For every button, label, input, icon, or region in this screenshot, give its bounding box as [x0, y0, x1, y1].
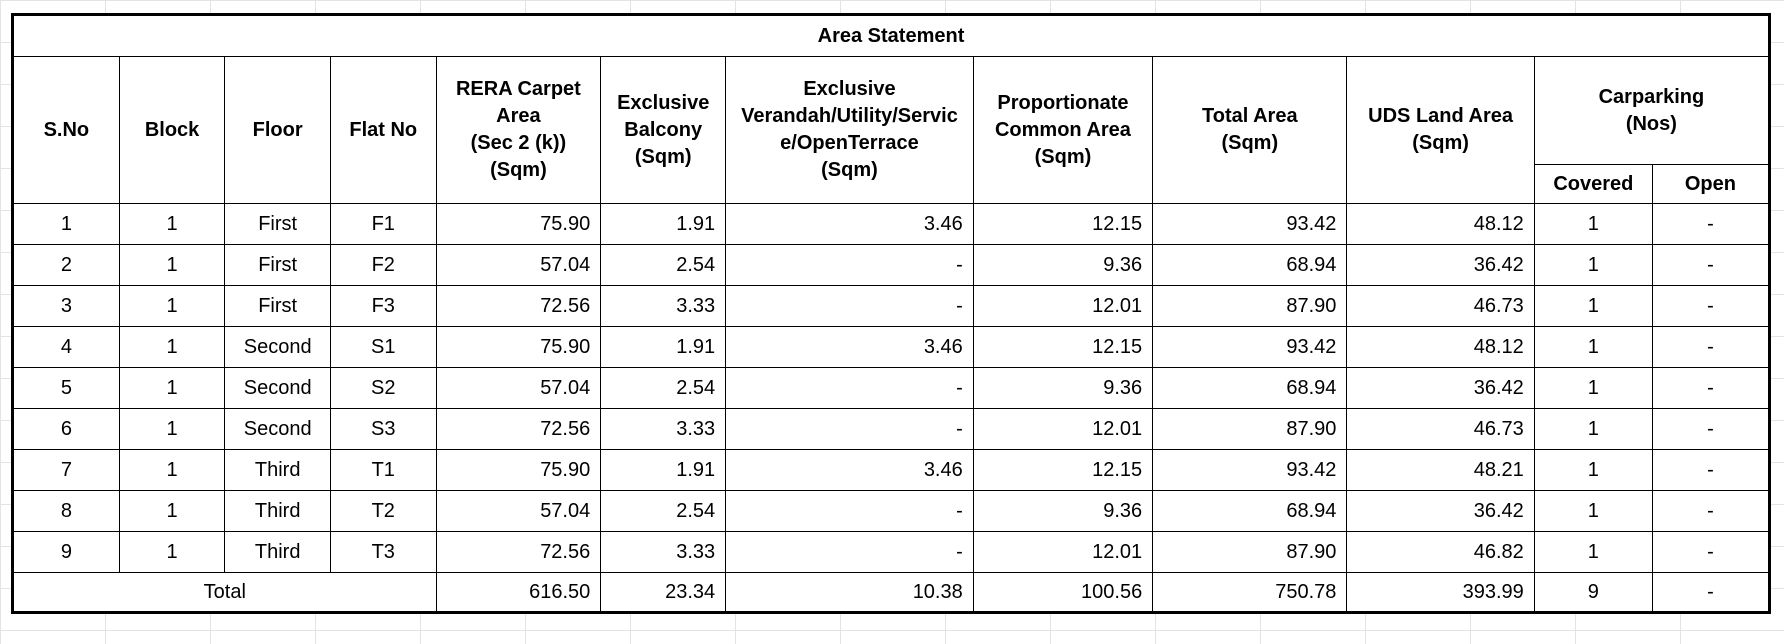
header-line: RERA Carpet [455, 78, 581, 100]
cell-total-area: 87.90 [1153, 409, 1347, 450]
total-label: Total [13, 573, 437, 613]
cell-verandah: - [726, 532, 974, 573]
cell-uds: 46.73 [1347, 409, 1534, 450]
cell-open: - [1652, 327, 1769, 368]
cell-open: - [1652, 491, 1769, 532]
table-row [13, 327, 1770, 368]
header-floor: Floor [225, 57, 331, 204]
cell-block: 1 [119, 409, 225, 450]
cell-balcony: 2.54 [601, 368, 726, 409]
cell-common: 12.01 [973, 409, 1152, 450]
cell-common: 12.15 [973, 450, 1152, 491]
cell-sno: 6 [13, 409, 120, 450]
cell-rera: 75.90 [436, 204, 601, 245]
total-uds: 393.99 [1347, 573, 1534, 613]
header-proportionate-common-area [973, 57, 1152, 204]
header-line: (Sqm) [634, 145, 692, 168]
area-statement-table [11, 13, 1771, 614]
cell-floor: Second [225, 327, 331, 368]
cell-sno: 5 [13, 368, 120, 409]
cell-balcony: 3.33 [601, 532, 726, 573]
table-body [13, 204, 1770, 613]
cell-block: 1 [119, 327, 225, 368]
header-line: (Nos) [1625, 112, 1677, 135]
cell-uds: 46.82 [1347, 532, 1534, 573]
cell-rera: 72.56 [436, 286, 601, 327]
cell-balcony: 1.91 [601, 204, 726, 245]
cell-floor: Third [225, 532, 331, 573]
cell-verandah: - [726, 409, 974, 450]
table-row [13, 204, 1770, 245]
table-row [13, 368, 1770, 409]
total-open: - [1652, 573, 1769, 613]
cell-flat-no: F2 [330, 245, 436, 286]
cell-covered: 1 [1534, 491, 1652, 532]
header-line: (Sqm) [1221, 132, 1279, 154]
cell-sno: 1 [13, 204, 120, 245]
total-balcony: 23.34 [601, 573, 726, 613]
cell-open: - [1652, 450, 1769, 491]
cell-total-area: 68.94 [1153, 368, 1347, 409]
cell-balcony: 2.54 [601, 245, 726, 286]
cell-common: 12.01 [973, 286, 1152, 327]
cell-verandah: - [726, 491, 974, 532]
cell-open: - [1652, 286, 1769, 327]
cell-total-area: 87.90 [1153, 286, 1347, 327]
cell-floor: Third [225, 491, 331, 532]
header-line: e/OpenTerrace [780, 132, 919, 154]
cell-common: 9.36 [973, 368, 1152, 409]
total-rera: 616.50 [436, 573, 601, 613]
cell-rera: 57.04 [436, 368, 601, 409]
cell-sno: 2 [13, 245, 120, 286]
header-exclusive-verandah [726, 57, 974, 204]
cell-common: 9.36 [973, 245, 1152, 286]
cell-common: 12.15 [973, 327, 1152, 368]
cell-block: 1 [119, 491, 225, 532]
cell-total-area: 93.42 [1153, 204, 1347, 245]
header-line: Total Area [1202, 105, 1298, 127]
header-line: (Sec 2 (k)) [470, 132, 567, 154]
cell-open: - [1652, 409, 1769, 450]
cell-block: 1 [119, 450, 225, 491]
cell-block: 1 [119, 368, 225, 409]
header-exclusive-balcony [601, 57, 726, 204]
cell-verandah: 3.46 [726, 204, 974, 245]
cell-covered: 1 [1534, 204, 1652, 245]
cell-common: 12.15 [973, 204, 1152, 245]
header-sno: S.No [13, 57, 120, 204]
cell-open: - [1652, 204, 1769, 245]
header-covered: Covered [1534, 165, 1652, 204]
cell-sno: 4 [13, 327, 120, 368]
cell-flat-no: F3 [330, 286, 436, 327]
cell-sno: 9 [13, 532, 120, 573]
cell-verandah: - [726, 368, 974, 409]
header-line: Carparking [1598, 85, 1705, 108]
header-open: Open [1652, 165, 1769, 204]
cell-total-area: 87.90 [1153, 532, 1347, 573]
header-carparking [1534, 57, 1769, 165]
cell-floor: Second [225, 368, 331, 409]
table-row [13, 491, 1770, 532]
cell-flat-no: F1 [330, 204, 436, 245]
cell-flat-no: S3 [330, 409, 436, 450]
cell-floor: First [225, 204, 331, 245]
cell-uds: 36.42 [1347, 368, 1534, 409]
cell-common: 9.36 [973, 491, 1152, 532]
cell-uds: 36.42 [1347, 245, 1534, 286]
total-row [13, 573, 1770, 613]
cell-flat-no: S2 [330, 368, 436, 409]
header-total-area [1153, 57, 1347, 204]
cell-sno: 8 [13, 491, 120, 532]
cell-covered: 1 [1534, 409, 1652, 450]
cell-flat-no: S1 [330, 327, 436, 368]
cell-total-area: 68.94 [1153, 491, 1347, 532]
header-line: Verandah/Utility/Servic [741, 105, 958, 127]
cell-balcony: 1.91 [601, 327, 726, 368]
header-line: (Sqm) [1034, 145, 1092, 168]
table-title: Area Statement [13, 15, 1770, 57]
cell-open: - [1652, 532, 1769, 573]
cell-covered: 1 [1534, 368, 1652, 409]
cell-covered: 1 [1534, 532, 1652, 573]
cell-uds: 46.73 [1347, 286, 1534, 327]
cell-verandah: - [726, 245, 974, 286]
cell-total-area: 93.42 [1153, 327, 1347, 368]
header-line: (Sqm) [490, 159, 547, 181]
cell-rera: 72.56 [436, 532, 601, 573]
cell-covered: 1 [1534, 450, 1652, 491]
table-row [13, 409, 1770, 450]
cell-rera: 75.90 [436, 450, 601, 491]
cell-verandah: 3.46 [726, 327, 974, 368]
cell-open: - [1652, 368, 1769, 409]
total-common: 100.56 [973, 573, 1152, 613]
cell-block: 1 [119, 286, 225, 327]
cell-verandah: - [726, 286, 974, 327]
cell-total-area: 93.42 [1153, 450, 1347, 491]
total-total-area: 750.78 [1153, 573, 1347, 613]
header-line: UDS Land Area [1368, 105, 1513, 127]
cell-uds: 48.12 [1347, 204, 1534, 245]
cell-balcony: 3.33 [601, 409, 726, 450]
cell-balcony: 1.91 [601, 450, 726, 491]
cell-balcony: 2.54 [601, 491, 726, 532]
cell-floor: First [225, 245, 331, 286]
cell-block: 1 [119, 532, 225, 573]
header-uds-land-area [1347, 57, 1534, 204]
header-line: Exclusive [617, 91, 710, 114]
cell-common: 12.01 [973, 532, 1152, 573]
total-verandah: 10.38 [726, 573, 974, 613]
table-row [13, 286, 1770, 327]
table-row [13, 245, 1770, 286]
cell-covered: 1 [1534, 245, 1652, 286]
cell-flat-no: T3 [330, 532, 436, 573]
cell-rera: 57.04 [436, 245, 601, 286]
table-row [13, 450, 1770, 491]
header-line: Common Area [994, 118, 1131, 141]
cell-total-area: 68.94 [1153, 245, 1347, 286]
cell-rera: 72.56 [436, 409, 601, 450]
header-block: Block [119, 57, 225, 204]
header-flat-no: Flat No [330, 57, 436, 204]
cell-covered: 1 [1534, 327, 1652, 368]
header-line: (Sqm) [1412, 132, 1469, 154]
cell-verandah: 3.46 [726, 450, 974, 491]
cell-rera: 75.90 [436, 327, 601, 368]
cell-sno: 7 [13, 450, 120, 491]
cell-floor: Third [225, 450, 331, 491]
cell-uds: 36.42 [1347, 491, 1534, 532]
cell-balcony: 3.33 [601, 286, 726, 327]
cell-uds: 48.12 [1347, 327, 1534, 368]
header-line: Area [496, 105, 541, 127]
header-line: Exclusive [803, 78, 896, 100]
table-row [13, 532, 1770, 573]
cell-block: 1 [119, 245, 225, 286]
cell-floor: First [225, 286, 331, 327]
cell-flat-no: T1 [330, 450, 436, 491]
header-line: Balcony [624, 118, 703, 141]
cell-covered: 1 [1534, 286, 1652, 327]
cell-open: - [1652, 245, 1769, 286]
cell-rera: 57.04 [436, 491, 601, 532]
cell-uds: 48.21 [1347, 450, 1534, 491]
cell-flat-no: T2 [330, 491, 436, 532]
total-covered: 9 [1534, 573, 1652, 613]
header-rera-carpet-area [436, 57, 601, 204]
cell-sno: 3 [13, 286, 120, 327]
cell-floor: Second [225, 409, 331, 450]
header-line: Proportionate [997, 91, 1129, 114]
header-line: (Sqm) [821, 159, 878, 181]
cell-block: 1 [119, 204, 225, 245]
